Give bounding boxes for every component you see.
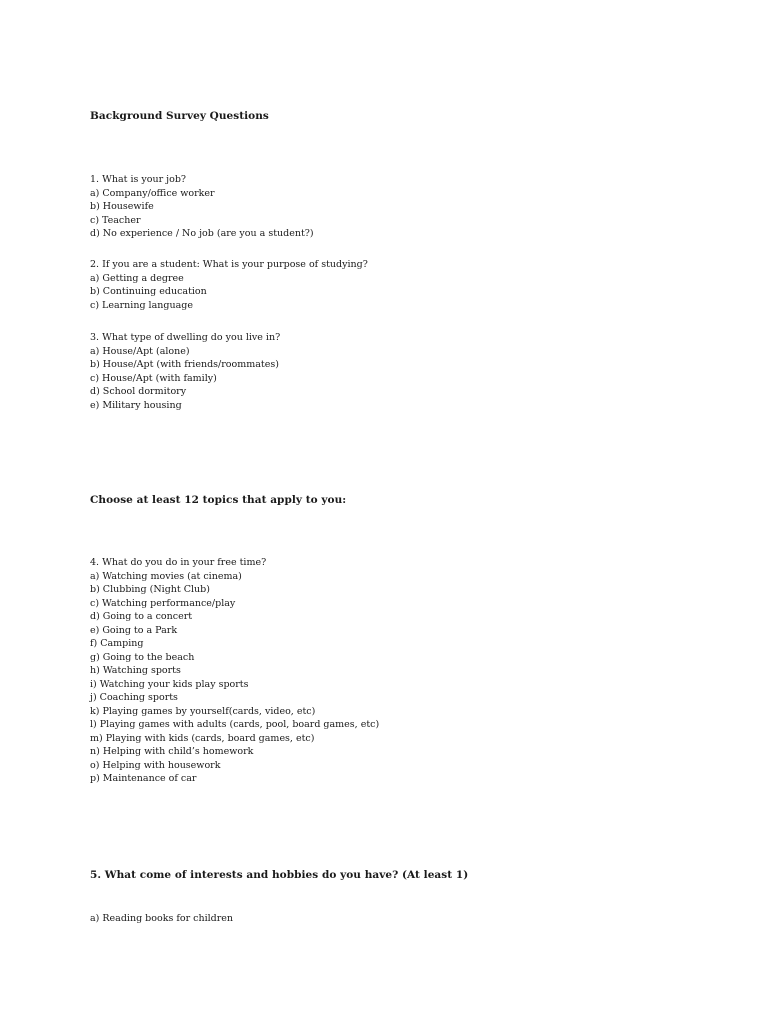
question-3-option-e: e) Military housing [90, 399, 182, 411]
question-4-option-j: j) Coaching sports [90, 692, 178, 703]
question-1 [90, 173, 314, 241]
question-4-option-p: p) Maintenance of car [90, 773, 197, 784]
question-4-prompt: 4. What do you do in your free time? [90, 557, 267, 568]
question-1-option-a: a) Company/office worker [90, 187, 215, 199]
question-4 [90, 556, 379, 786]
question-3-option-d: d) School dormitory [90, 386, 187, 397]
question-4-option-n: n) Helping with child’s homework [90, 746, 254, 757]
question-4-option-g: g) Going to the beach [90, 651, 195, 663]
section-heading: Choose at least 12 topics that apply to you: [90, 494, 347, 506]
question-4-option-i: i) Watching your kids play sports [90, 678, 249, 690]
question-1-option-d: d) No experience / No job (are you a student?) [90, 228, 314, 239]
question-1-prompt: 1. What is your job? [90, 174, 187, 185]
question-4-option-e: e) Going to a Park [90, 624, 178, 636]
question-4-option-c: c) Watching performance/play [90, 597, 236, 609]
question-4-option-k: k) Playing games by yourself(cards, video, etc) [90, 705, 316, 717]
question-3-prompt: 3. What type of dwelling do you live in? [90, 332, 281, 343]
question-4-option-l: l) Playing games with adults (cards, pool, board games, etc) [90, 719, 380, 730]
question-4-option-o: o) Helping with housework [90, 759, 221, 771]
question-2-option-a: a) Getting a degree [90, 272, 184, 284]
question-5-option-a: a) Reading books for children [90, 913, 234, 924]
question-4-option-f: f) Camping [90, 638, 144, 649]
question-5-prompt: 5. What come of interests and hobbies do you have? (At least 1) [90, 869, 469, 881]
question-1-option-b: b) Housewife [90, 201, 154, 212]
question-1-option-c: c) Teacher [90, 214, 141, 226]
question-2-prompt: 2. If you are a student: What is your purpose of studying? [90, 259, 368, 270]
question-2-option-b: b) Continuing education [90, 286, 207, 297]
question-4-option-a: a) Watching movies (at cinema) [90, 570, 242, 582]
question-3-option-a: a) House/Apt (alone) [90, 345, 190, 357]
question-3-option-b: b) House/Apt (with friends/roommates) [90, 359, 279, 370]
question-4-option-h: h) Watching sports [90, 665, 181, 676]
question-4-option-m: m) Playing with kids (cards, board games, etc) [90, 732, 315, 744]
question-2-option-c: c) Learning language [90, 299, 193, 311]
question-4-option-b: b) Clubbing (Night Club) [90, 584, 210, 595]
question-3-option-c: c) House/Apt (with family) [90, 372, 217, 384]
question-4-option-d: d) Going to a concert [90, 611, 193, 622]
question-2 [90, 258, 368, 312]
document-title: Background Survey Questions [90, 110, 269, 122]
question-5-options [90, 912, 233, 926]
question-3 [90, 331, 280, 412]
